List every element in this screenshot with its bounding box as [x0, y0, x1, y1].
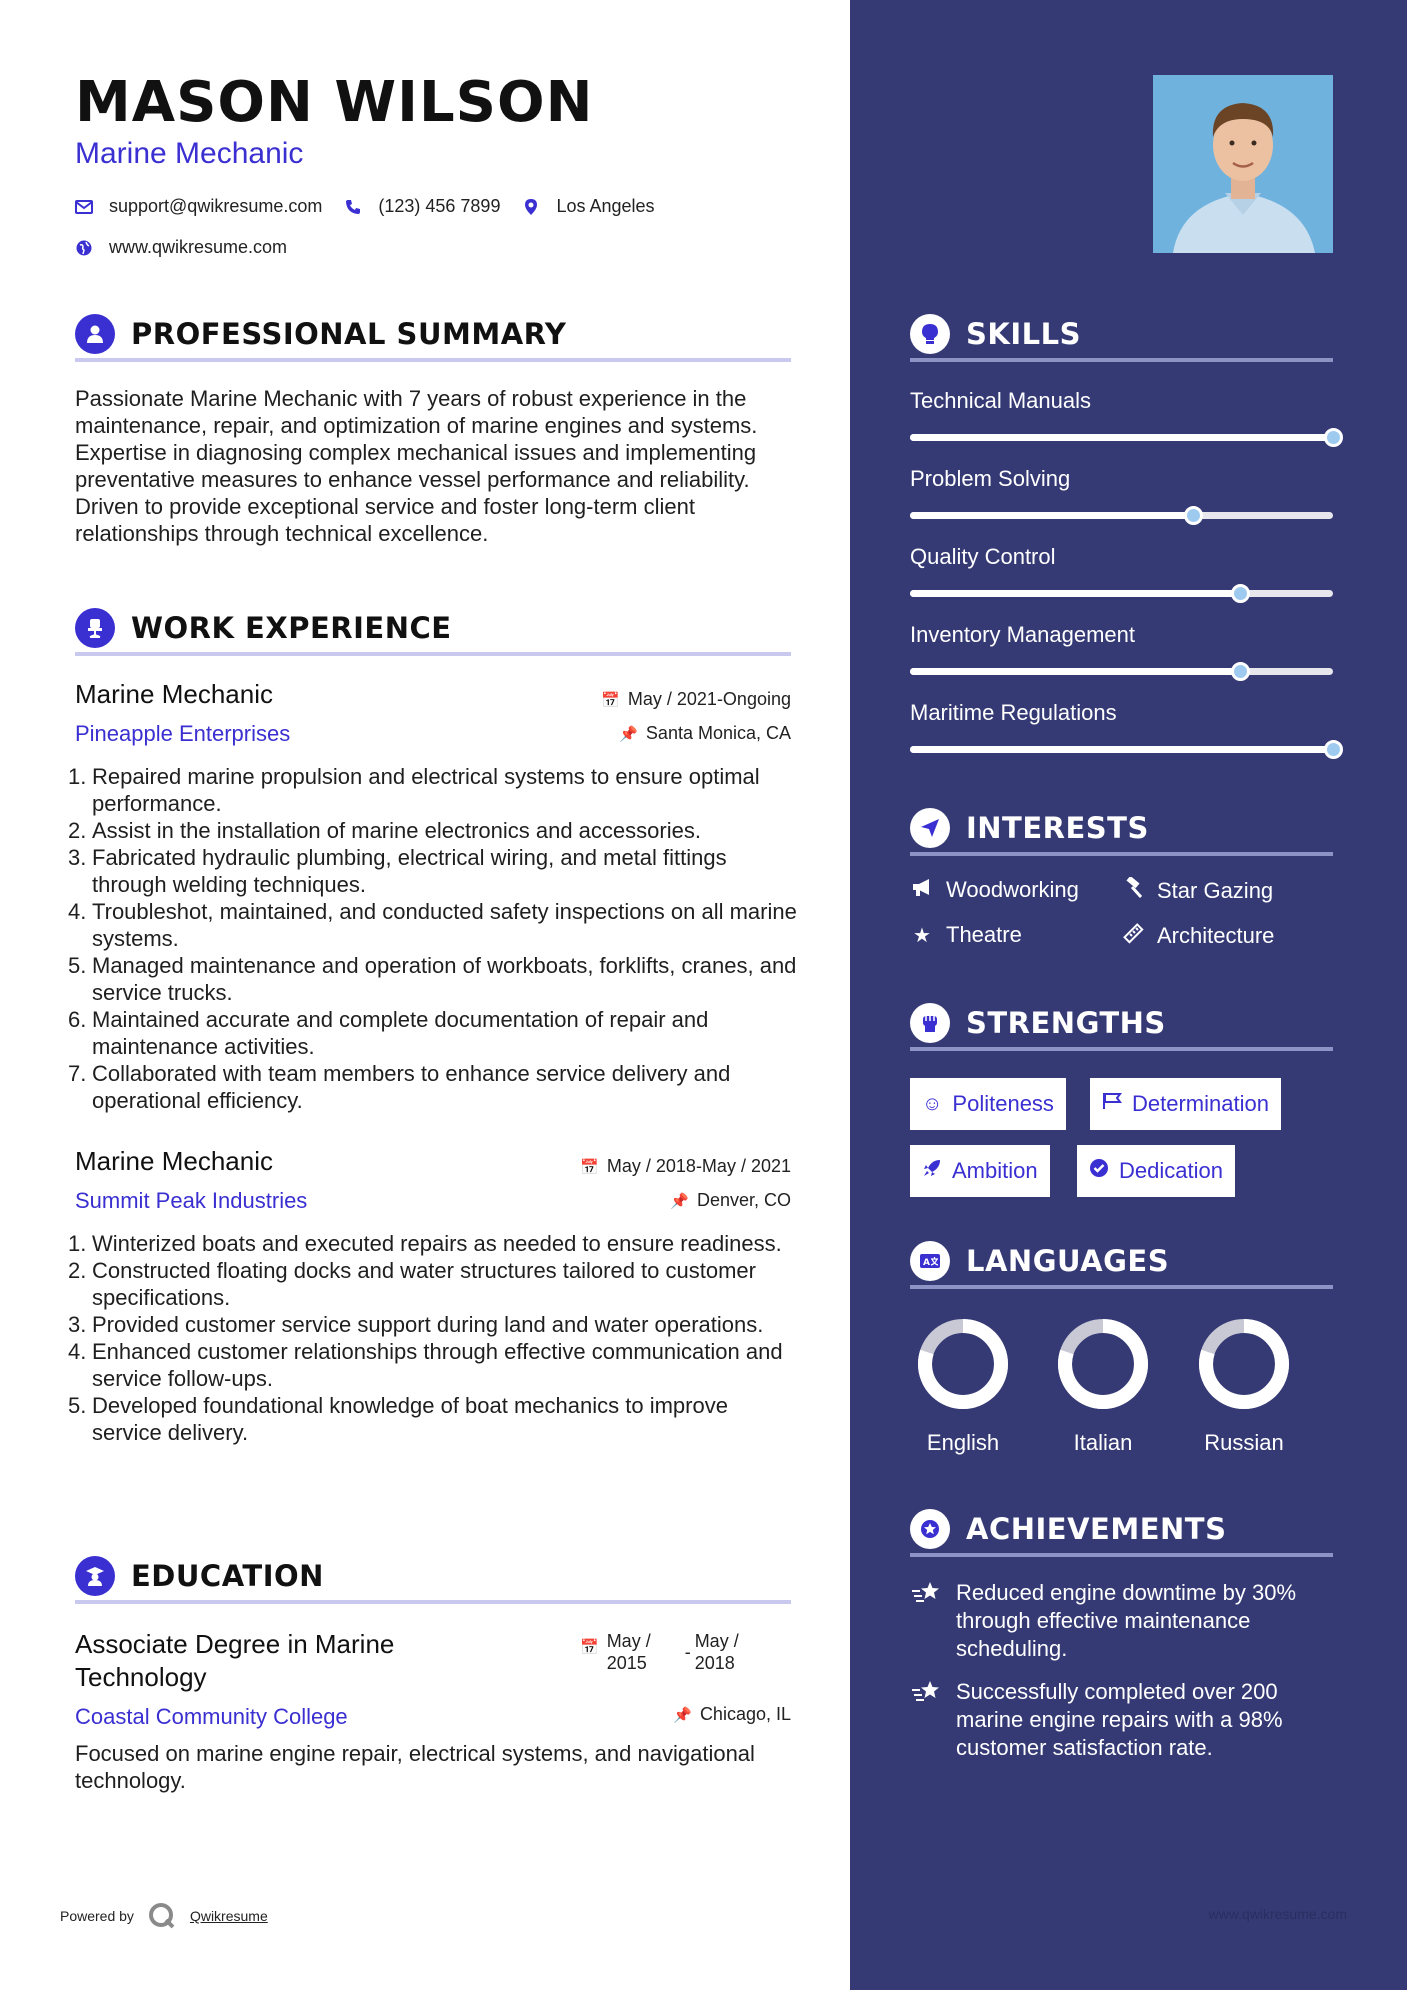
- smile-icon: ☺: [922, 1092, 943, 1115]
- skill-level-knob: [1324, 428, 1343, 447]
- job-company: Summit Peak Industries: [75, 1188, 308, 1213]
- skill-bar-fill: [910, 590, 1240, 597]
- svg-text:A: A: [923, 1258, 930, 1268]
- language-ring: [915, 1316, 1011, 1417]
- skill-level-knob: [1231, 584, 1250, 603]
- location-text: Los Angeles: [556, 196, 655, 216]
- user-icon: [75, 314, 115, 354]
- hammer-icon: [1121, 877, 1145, 905]
- fist-icon: [910, 1003, 950, 1043]
- skill-bar: [910, 512, 1333, 519]
- rocket-icon: [922, 1158, 942, 1184]
- language-name: Italian: [1073, 1430, 1133, 1455]
- job-duties-list: [68, 763, 798, 1114]
- skill-level-knob: [1184, 506, 1203, 525]
- contact-row-2: [75, 237, 309, 258]
- experience-header: [75, 604, 791, 656]
- education-description: Focused on marine engine repair, electrical systems, and navigational technology.: [75, 1741, 755, 1793]
- skill-bar-fill: [910, 668, 1240, 675]
- education-location-text: Chicago, IL: [699, 1704, 791, 1724]
- interest-item: Star Gazing: [1121, 877, 1273, 905]
- job-dates: [601, 689, 791, 710]
- email-icon: [75, 198, 93, 216]
- job-title: Marine Mechanic: [75, 1146, 273, 1176]
- list-item: 3. Provided customer service support during land and water operations.: [68, 1312, 764, 1337]
- interests-header: [910, 804, 1333, 856]
- powered-by-text: Powered by: [60, 1908, 134, 1924]
- list-item: 5. Managed maintenance and operation of workboats, forklifts, cranes, and service trucks.: [68, 953, 797, 1005]
- strength-badge: ☺ Politeness: [910, 1078, 1066, 1130]
- languages-header: [910, 1237, 1333, 1289]
- graduate-icon: [75, 1556, 115, 1596]
- education-heading: EDUCATION: [131, 1559, 324, 1593]
- education-location: [673, 1704, 791, 1725]
- candidate-title: Marine Mechanic: [75, 137, 304, 170]
- education-header: [75, 1552, 791, 1604]
- skill-bar-fill: [910, 434, 1333, 441]
- skills-header: [910, 310, 1333, 362]
- skill-name: Technical Manuals: [910, 388, 1091, 413]
- language-ring: [1196, 1316, 1292, 1417]
- interests-heading: INTERESTS: [966, 811, 1149, 845]
- sidebar: [850, 0, 1407, 1990]
- skill-name: Maritime Regulations: [910, 700, 1117, 725]
- achievements-heading: ACHIEVEMENTS: [966, 1512, 1227, 1546]
- map-pin-icon: [522, 198, 540, 216]
- degree-title: Associate Degree in Marine Technology: [75, 1629, 395, 1692]
- list-item: 1. Winterized boats and executed repairs as needed to ensure readiness.: [68, 1231, 782, 1256]
- summary-heading: PROFESSIONAL SUMMARY: [131, 317, 567, 351]
- achievement-item: Reduced engine downtime by 30% through effective maintenance scheduling.: [910, 1579, 1340, 1663]
- website-link[interactable]: www.qwikresume.com: [109, 237, 288, 257]
- list-item: 2. Assist in the installation of marine electronics and accessories.: [68, 818, 701, 843]
- job-company: Pineapple Enterprises: [75, 721, 291, 746]
- chair-icon: [75, 608, 115, 648]
- education-dates: 📅 May / 2015 - May / 2018: [580, 1630, 753, 1674]
- skill-bar: [910, 668, 1333, 675]
- job-location: [619, 723, 791, 744]
- list-item: 6. Maintained accurate and complete documentation of repair and maintenance activities.: [68, 1007, 709, 1059]
- shooting-star-icon: [910, 1678, 944, 1762]
- job-location-text: Denver, CO: [696, 1190, 791, 1210]
- skill-bar: [910, 590, 1333, 597]
- job-location: [670, 1190, 791, 1211]
- strengths-header: [910, 999, 1333, 1051]
- strength-badge: Dedication: [1077, 1145, 1235, 1197]
- contact-row-1: [75, 196, 677, 217]
- job-duties-list: [68, 1230, 798, 1446]
- skill-level-knob: [1231, 662, 1250, 681]
- school-name: Coastal Community College: [75, 1704, 348, 1729]
- globe-icon: [75, 239, 93, 257]
- job-dates-text: May / 2021-Ongoing: [627, 689, 791, 709]
- language-name: English: [926, 1430, 1000, 1455]
- footer-branding: [60, 1902, 268, 1930]
- calendar-icon: 📅: [580, 1158, 599, 1176]
- shooting-star-icon: [910, 1579, 944, 1663]
- interest-item: ★ Theatre: [910, 922, 1022, 948]
- pin-icon: 📌: [619, 725, 638, 743]
- interest-item: Woodworking: [910, 877, 1079, 903]
- summary-text: Passionate Marine Mechanic with 7 years of robust experience in the maintenance, repair, and optimization of marine engines and systems. Expertise in diagnosing complex mechanical issues and implementing preventative measures to enhance vessel performance and reliability. Driven to provide exceptional service and foster long-term client relationships through technical excellence.: [75, 386, 758, 546]
- check-circle-icon: [1089, 1158, 1109, 1184]
- summary-header: [75, 310, 791, 362]
- language-name: Russian: [1204, 1430, 1284, 1455]
- qwikresume-link[interactable]: Qwikresume: [189, 1908, 268, 1924]
- skills-heading: SKILLS: [966, 317, 1081, 351]
- skill-name: Problem Solving: [910, 466, 1071, 491]
- languages-heading: LANGUAGES: [966, 1244, 1170, 1278]
- strength-badge: Determination: [1090, 1078, 1281, 1130]
- skill-bar: [910, 746, 1333, 753]
- job-title: Marine Mechanic: [75, 679, 273, 709]
- skill-bar-fill: [910, 746, 1333, 753]
- phone-icon: [344, 198, 362, 216]
- ruler-icon: [1121, 922, 1145, 950]
- strength-badge: Ambition: [910, 1145, 1050, 1197]
- skill-bar-fill: [910, 512, 1193, 519]
- interest-item: Architecture: [1121, 922, 1274, 950]
- skill-bar: [910, 434, 1333, 441]
- phone-text[interactable]: (123) 456 7899: [378, 196, 501, 216]
- trophy-star-icon: [910, 1509, 950, 1549]
- candidate-name: MASON WILSON: [75, 70, 594, 135]
- strengths-heading: STRENGTHS: [966, 1006, 1166, 1040]
- megaphone-icon: [910, 877, 934, 903]
- list-item: 1. Repaired marine propulsion and electrical systems to ensure optimal performance.: [68, 764, 760, 816]
- experience-heading: WORK EXPERIENCE: [131, 611, 452, 645]
- footer-website[interactable]: www.qwikresume.com: [1208, 1906, 1347, 1922]
- education-end: May / 2018: [694, 1631, 739, 1673]
- job-dates-text: May / 2018-May / 2021: [606, 1156, 791, 1176]
- skill-name: Inventory Management: [910, 622, 1136, 647]
- list-item: 4. Enhanced customer relationships through effective communication and service follow-ups.: [68, 1339, 783, 1391]
- email-link[interactable]: support@qwikresume.com: [109, 196, 323, 216]
- qwikresume-logo-icon: [148, 1902, 176, 1930]
- achievement-item: Successfully completed over 200 marine engine repairs with a 98% customer satisfaction rate.: [910, 1678, 1340, 1762]
- education-start: May / 2015: [606, 1631, 651, 1673]
- profile-photo: [1153, 75, 1333, 253]
- achievements-header: [910, 1505, 1333, 1557]
- skill-level-knob: [1324, 740, 1343, 759]
- lightbulb-icon: [910, 314, 950, 354]
- skill-name: Quality Control: [910, 544, 1056, 569]
- star-icon: ★: [913, 924, 931, 947]
- language-ring: [1055, 1316, 1151, 1417]
- translate-icon: [910, 1241, 950, 1281]
- flag-icon: [1102, 1092, 1122, 1116]
- list-item: 7. Collaborated with team members to enhance service delivery and operational efficiency.: [68, 1061, 731, 1113]
- list-item: 4. Troubleshot, maintained, and conducted safety inspections on all marine systems.: [68, 899, 797, 951]
- pin-icon: 📌: [670, 1192, 689, 1210]
- job-location-text: Santa Monica, CA: [645, 723, 791, 743]
- list-item: 2. Constructed floating docks and water structures tailored to customer specifications.: [68, 1258, 756, 1310]
- job-dates: [580, 1156, 791, 1177]
- list-item: 3. Fabricated hydraulic plumbing, electrical wiring, and metal fittings through welding techniques.: [68, 845, 727, 897]
- calendar-icon: 📅: [601, 691, 620, 709]
- paper-plane-icon: [910, 808, 950, 848]
- calendar-icon: 📅: [580, 1639, 599, 1656]
- pin-icon: 📌: [673, 1706, 692, 1724]
- list-item: 5. Developed foundational knowledge of boat mechanics to improve service delivery.: [68, 1393, 728, 1445]
